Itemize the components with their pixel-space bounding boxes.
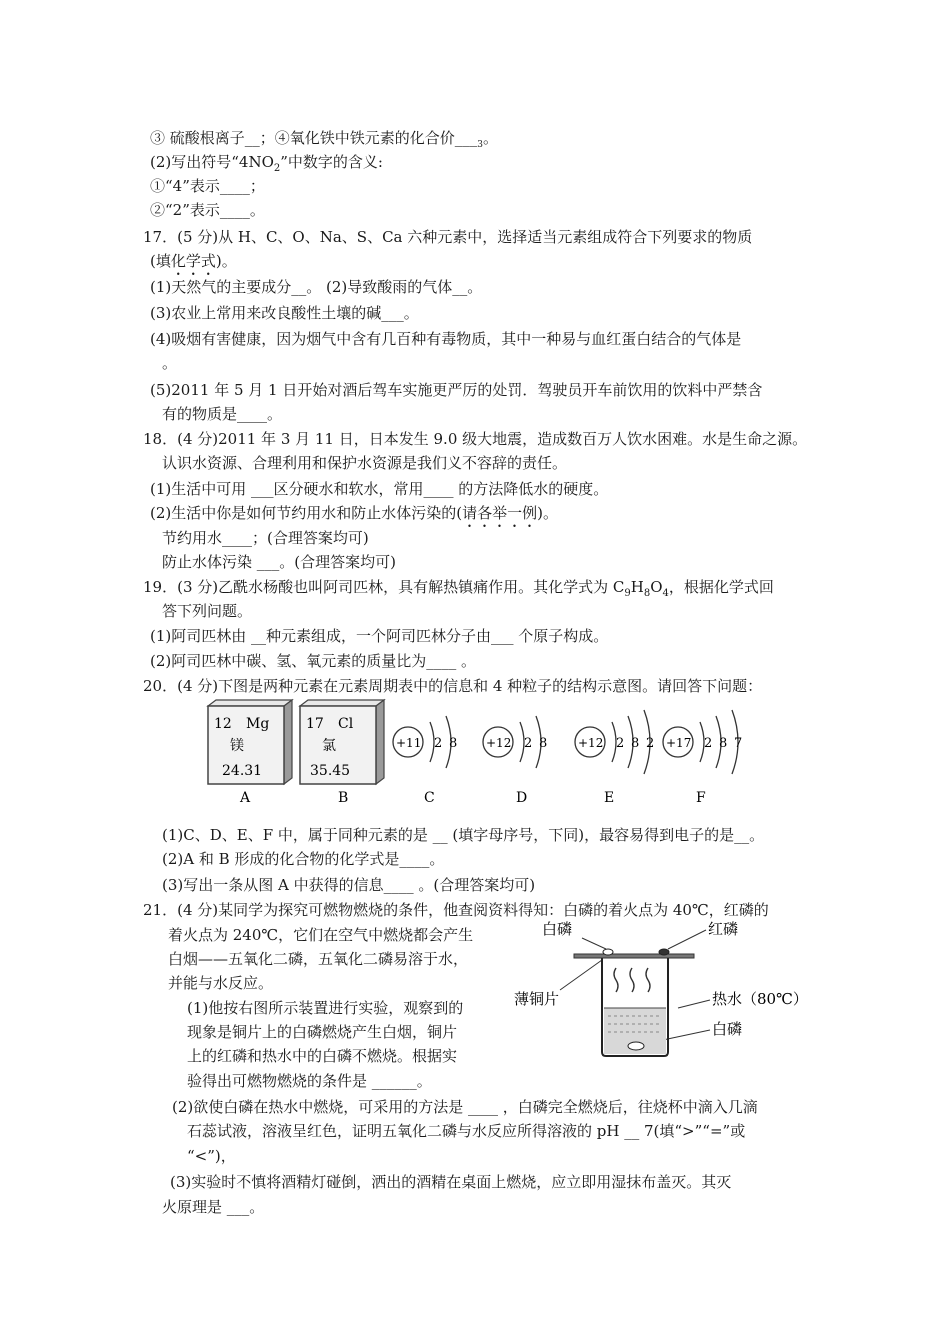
label-c: C: [424, 790, 435, 806]
q16-line-symbol: (2)写出符号“$4NO_2$”中数字的含义:: [150, 153, 383, 174]
atom-e-shell-2: 8: [631, 736, 640, 751]
atom-c-shell-2: 8: [449, 736, 458, 751]
q16-line-4: ①“4”表示____；: [150, 177, 265, 195]
label-b: B: [338, 790, 349, 806]
q16-line-sulfate: ③ 硫酸根离子__；④氧化铁中铁元素的化合价$\_\_\__3$。: [150, 129, 499, 150]
mg-atomic-number: 12: [214, 716, 232, 732]
atom-c-nucleus: +11: [396, 736, 422, 750]
atom-diagram-d: [483, 716, 547, 806]
cl-atomic-number: 17: [306, 716, 324, 732]
q18-stem: 18．(4 分)2011 年 3 月 11 日，日本发生 9.0 级大地震，造成数百万人饮水困难。水是生命之源。: [143, 430, 808, 448]
label-e: E: [604, 790, 615, 806]
atom-d-shell-2: 8: [539, 736, 548, 751]
atom-f-shell-3: 7: [734, 736, 743, 751]
q19-stem-2: 答下列问题。: [162, 602, 253, 620]
copper-sheet-shape: [574, 954, 694, 958]
white-phosphorus-on-sheet: [603, 949, 613, 955]
q21-apparatus-figure: [512, 916, 812, 1058]
q21-part-1a: (1)他按右图所示装置进行实验，观察到的: [187, 999, 464, 1017]
q18-part-2: (2)生活中你是如何节约用水和防止水体污染的(请各举一例)。: [150, 504, 558, 522]
periodic-cell-cl: [300, 700, 384, 806]
q17-stem-2: (填化学式)。: [150, 252, 237, 270]
cl-name: 氯: [322, 738, 336, 754]
mg-symbol: Mg: [246, 716, 270, 732]
q20-figure: [200, 698, 760, 810]
q18-part-2a: 节约用水____；(合理答案均可): [162, 529, 369, 547]
atom-f-shell-2: 8: [719, 736, 728, 751]
red-phosphorus-on-sheet: [659, 949, 669, 955]
q21-part-1d: 验得出可燃物燃烧的条件是 ______。: [187, 1072, 432, 1090]
q21-part-2a: (2)欲使白磷在热水中燃烧，可采用的方法是 ____ ，白磷完全燃烧后，往烧杯中滴入几滴: [172, 1098, 758, 1116]
q17-part-3: (3)农业上常用来改良酸性土壤的碱___。: [150, 304, 419, 322]
q20-part-2: (2)A 和 B 形成的化合物的化学式是____。: [162, 850, 445, 868]
atom-diagram-e: [575, 710, 654, 806]
label-a: A: [240, 790, 251, 806]
q17-part-5-cont: 有的物质是____。: [162, 405, 283, 423]
q21-part-1c: 上的红磷和热水中的白磷不燃烧。根据实: [187, 1047, 458, 1065]
q21-part-2c: “<”)，: [187, 1147, 236, 1165]
q21-stem-3: 白烟——五氧化二磷，五氧化二磷易溶于水，: [168, 950, 469, 968]
mg-mass: 24.31: [222, 763, 263, 779]
label-hot-water: 热水（80℃）: [712, 990, 808, 1008]
label-white-phosphorus-water: 白磷: [712, 1020, 743, 1038]
q21-part-1b: 现象是铜片上的白磷燃烧产生白烟，铜片: [187, 1023, 458, 1041]
q21-part-3a: (3)实验时不慎将酒精灯碰倒，洒出的酒精在桌面上燃烧，应立即用湿抹布盖灭。其灭: [170, 1173, 732, 1191]
q17-part-4: (4)吸烟有害健康，因为烟气中含有几百种有毒物质，其中一种易与血红蛋白结合的气体是: [150, 330, 742, 348]
q18-part-2b: 防止水体污染 ___。(合理答案均可): [162, 553, 396, 571]
atom-c-shell-1: 2: [434, 736, 443, 751]
label-f: F: [696, 790, 706, 806]
atom-f-nucleus: +17: [666, 736, 692, 750]
label-d: D: [516, 790, 528, 806]
q19-part-2: (2)阿司匹林中碳、氢、氧元素的质量比为____ 。: [150, 652, 477, 670]
q17-part-1-2: (1)天然气的主要成分__。 (2)导致酸雨的气体__。: [150, 278, 483, 296]
periodic-cell-mg: [208, 700, 292, 806]
label-red-phosphorus: 红磷: [708, 920, 739, 938]
atom-d-nucleus: +12: [486, 736, 512, 750]
q17-part-5: (5)2011 年 5 月 1 日开始对酒后驾车实施更严厉的处罚．驾驶员开车前饮用的饮料中严禁含: [150, 381, 763, 399]
cl-mass: 35.45: [310, 763, 351, 779]
q20-stem: 20．(4 分)下图是两种元素在元素周期表中的信息和 4 种粒子的结构示意图。请回答下问题：: [143, 677, 763, 695]
q21-part-2b: 石蕊试液，溶液呈红色，证明五氧化二磷与水反应所得溶液的 pH __ 7(填“>”“=”或: [187, 1122, 746, 1140]
atom-d-shell-1: 2: [524, 736, 533, 751]
q21-part-3b: 火原理是 ___。: [162, 1198, 265, 1216]
label-white-phosphorus-top: 白磷: [542, 920, 573, 938]
atom-e-shell-1: 2: [616, 736, 625, 751]
q20-part-3: (3)写出一条从图 A 中获得的信息____ 。(合理答案均可): [162, 876, 536, 894]
q20-part-1: (1)C、D、E、F 中，属于同种元素的是 __ (填字母序号，下同)，最容易得到电子的是__。: [162, 826, 765, 844]
atom-e-shell-3: 2: [646, 736, 655, 751]
atom-diagram-c: [393, 716, 457, 806]
white-phosphorus-in-water: [628, 1042, 644, 1050]
q18-stem-2: 认识水资源、合理利用和保护水资源是我们义不容辞的责任。: [162, 454, 568, 472]
cl-symbol: Cl: [338, 716, 354, 732]
label-copper-sheet: 薄铜片: [514, 990, 560, 1008]
q17-stem: 17．(5 分)从 H、C、O、Na、S、Ca 六种元素中，选择适当元素组成符合下列要求的物质: [143, 228, 753, 246]
q16-line-2: ②“2”表示____。: [150, 201, 265, 219]
atom-diagram-f: [663, 710, 742, 806]
q21-stem-2: 着火点为 240℃，它们在空气中燃烧都会产生: [168, 926, 474, 944]
q18-part-1: (1)生活中可用 ___区分硬水和软水，常用____ 的方法降低水的硬度。: [150, 480, 609, 498]
q19-stem: 19．(3 分)乙酰水杨酸也叫阿司匹林，具有解热镇痛作用。其化学式为 $C_9H_8O_4$，根据化学式回: [143, 578, 774, 599]
q19-part-1: (1)阿司匹林由 __种元素组成，一个阿司匹林分子由___ 个原子构成。: [150, 627, 609, 645]
q17-part-4-cont: 。: [162, 354, 178, 372]
atom-f-shell-1: 2: [704, 736, 713, 751]
mg-name: 镁: [230, 738, 244, 754]
q21-stem: 21．(4 分)某同学为探究可燃物燃烧的条件，他查阅资料得知：白磷的着火点为 40℃，红磷的: [143, 901, 769, 919]
atom-e-nucleus: +12: [578, 736, 604, 750]
q21-stem-4: 并能与水反应。: [168, 974, 274, 992]
